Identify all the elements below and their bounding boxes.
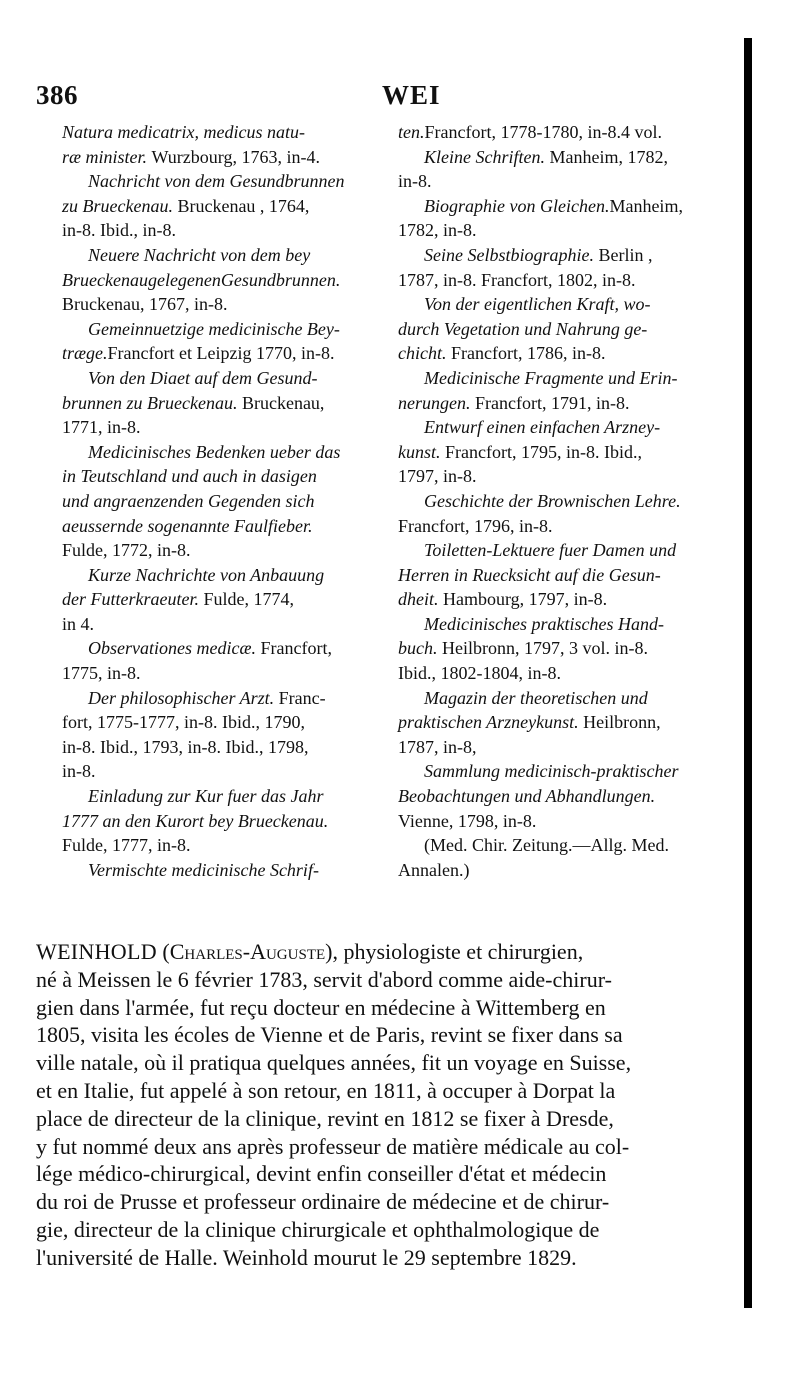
bibliography-line: ten.Francfort, 1778-1780, in-8.4 vol.	[398, 122, 662, 142]
biography-line: 1805, visita les écoles de Vienne et de Paris, revint se fixer dans sa	[36, 1022, 623, 1048]
bibliography-line: (Med. Chir. Zeitung.—Allg. Med.	[424, 835, 669, 856]
bibliography-line: Sammlung medicinisch-praktischer	[424, 761, 679, 782]
bibliography-line: Beobachtungen und Abhandlungen.	[398, 786, 656, 807]
bibliography-line: Fulde, 1772, in-8.	[62, 540, 191, 561]
left-column	[62, 120, 392, 882]
running-head: WEI	[382, 80, 441, 110]
bibliography-line: Fulde, 1777, in-8.	[62, 835, 191, 856]
bibliography-line: Medicinisches Bedenken ueber das	[88, 441, 341, 462]
bibliography-line: der Futterkraeuter. Fulde, 1774,	[62, 589, 294, 610]
bibliography-line: chicht. Francfort, 1786, in-8.	[398, 343, 606, 364]
biography-line: WEINHOLD (Charles-Auguste), physiologiste et chirurgien,	[36, 939, 584, 964]
biography-line: gien dans l'armée, fut reçu docteur en médecine à Wittemberg en	[36, 994, 606, 1020]
bibliography-line: Seine Selbstbiographie. Berlin ,	[424, 244, 653, 265]
bibliography-line: Herren in Ruecksicht auf die Gesun-	[398, 564, 661, 585]
bibliography-line: kunst. Francfort, 1795, in-8. Ibid.,	[398, 441, 642, 462]
bibliography-line: buch. Heilbronn, 1797, 3 vol. in-8.	[398, 638, 648, 659]
entry-given-names: (Charles-Auguste),	[162, 939, 338, 964]
bibliography-line: Observationes medicæ. Francfort,	[88, 638, 332, 659]
biography-line: gie, directeur de la clinique chirurgicale et ophthalmologique de	[36, 1216, 600, 1242]
bibliography-line: Kurze Nachrichte von Anbauung	[88, 564, 325, 585]
bibliography-line: Biographie von Gleichen.Manheim,	[424, 195, 683, 216]
bibliography-line: Entwurf einen einfachen Arzney-	[424, 417, 661, 438]
biography-line: né à Meissen le 6 février 1783, servit d'abord comme aide-chirur-	[36, 966, 612, 992]
bibliography-line: Toiletten-Lektuere fuer Damen und	[424, 540, 677, 561]
biography-line: et en Italie, fut appelé à son retour, en 1811, à occuper à Dorpat la	[36, 1077, 616, 1103]
biography-line: l'université de Halle. Weinhold mourut le 29 septembre 1829.	[36, 1244, 577, 1270]
biography-line: y fut nommé deux ans après professeur de matière médicale au col-	[36, 1133, 630, 1159]
bibliography-line: Von der eigentlichen Kraft, wo-	[424, 294, 651, 315]
bibliography-line: Gemeinnuetzige medicinische Bey-	[88, 318, 340, 339]
bibliography-line: 1771, in-8.	[62, 417, 141, 438]
bibliography-line: in-8. Ibid., 1793, in-8. Ibid., 1798,	[62, 736, 309, 757]
bibliography-line: brunnen zu Brueckenau. Bruckenau,	[62, 392, 325, 413]
page-header	[36, 80, 736, 120]
bibliography-line: Medicinisches praktisches Hand-	[424, 613, 664, 634]
right-column	[398, 120, 738, 882]
bibliography-line: zu Brueckenau. Bruckenau , 1764,	[62, 195, 310, 216]
page-number: 386	[36, 80, 78, 110]
bibliography-line: in Teutschland und auch in dasigen	[62, 466, 317, 487]
bibliography-line: 1775, in-8.	[62, 663, 141, 684]
bibliography-line: Francfort, 1796, in-8.	[398, 515, 553, 536]
bibliography-line: Magazin der theoretischen und	[424, 687, 648, 708]
biography-entry	[36, 938, 726, 1272]
bibliography-line: 1777 an den Kurort bey Brueckenau.	[62, 810, 329, 831]
bibliography-line: in-8.	[398, 171, 432, 192]
bibliography-line: in 4.	[62, 613, 95, 634]
bibliography-line: praktischen Arzneykunst. Heilbronn,	[398, 712, 661, 733]
bibliography-line: 1797, in-8.	[398, 466, 477, 487]
bibliography-line: Vermischte medicinische Schrif-	[88, 859, 319, 880]
biography-line: du roi de Prusse et professeur ordinaire de médecine et de chirur-	[36, 1189, 610, 1215]
bibliography-line: Der philosophischer Arzt. Franc-	[88, 687, 326, 708]
bibliography-line: und angraenzenden Gegenden sich	[62, 490, 315, 511]
bibliography-line: aeussernde sogenannte Faulfieber.	[62, 515, 313, 536]
bibliography-line: Medicinische Fragmente und Erin-	[424, 367, 678, 388]
bibliography-line: ræ minister. Wurzbourg, 1763, in-4.	[62, 146, 320, 167]
biography-line: ville natale, où il pratiqua quelques années, fit un voyage en Suisse,	[36, 1050, 632, 1076]
bibliography-line: Vienne, 1798, in-8.	[398, 810, 537, 831]
page-edge-bar	[744, 38, 752, 1308]
bibliography-line: dheit. Hambourg, 1797, in-8.	[398, 589, 608, 610]
bibliography-line: Annalen.)	[398, 859, 470, 880]
bibliography-line: 1787, in-8,	[398, 736, 477, 757]
bibliography-line: in-8. Ibid., in-8.	[62, 220, 176, 241]
bibliography-line: Neuere Nachricht von dem bey	[88, 244, 311, 265]
bibliography-line: Kleine Schriften. Manheim, 1782,	[424, 146, 668, 167]
bibliography-line: Nachricht von dem Gesundbrunnen	[88, 171, 345, 192]
bibliography-line: Ibid., 1802-1804, in-8.	[398, 663, 561, 684]
bibliography-line: Von den Diaet auf dem Gesund-	[88, 367, 318, 388]
bibliography-line: in-8.	[62, 761, 96, 782]
bibliography-line: Geschichte der Brownischen Lehre.	[424, 490, 681, 511]
entry-name: WEINHOLD	[36, 939, 157, 964]
bibliography-line: BrueckenaugelegenenGesundbrunnen.	[62, 269, 341, 290]
bibliography-line: Bruckenau, 1767, in-8.	[62, 294, 228, 315]
bibliography-line: nerungen. Francfort, 1791, in-8.	[398, 392, 630, 413]
bibliography-line: Natura medicatrix, medicus natu-	[62, 122, 305, 142]
bibliography-line: durch Vegetation und Nahrung ge-	[398, 318, 648, 339]
biography-line: place de directeur de la clinique, revint en 1812 se fixer à Dresde,	[36, 1105, 614, 1131]
bibliography-line: træge.Francfort et Leipzig 1770, in-8.	[62, 343, 335, 364]
biography-line: lége médico-chirurgical, devint enfin conseiller d'état et médecin	[36, 1161, 607, 1187]
bibliography-line: 1782, in-8.	[398, 220, 477, 241]
bibliography-line: 1787, in-8. Francfort, 1802, in-8.	[398, 269, 636, 290]
bibliography-line: fort, 1775-1777, in-8. Ibid., 1790,	[62, 712, 305, 733]
bibliography-line: Einladung zur Kur fuer das Jahr	[88, 786, 324, 807]
